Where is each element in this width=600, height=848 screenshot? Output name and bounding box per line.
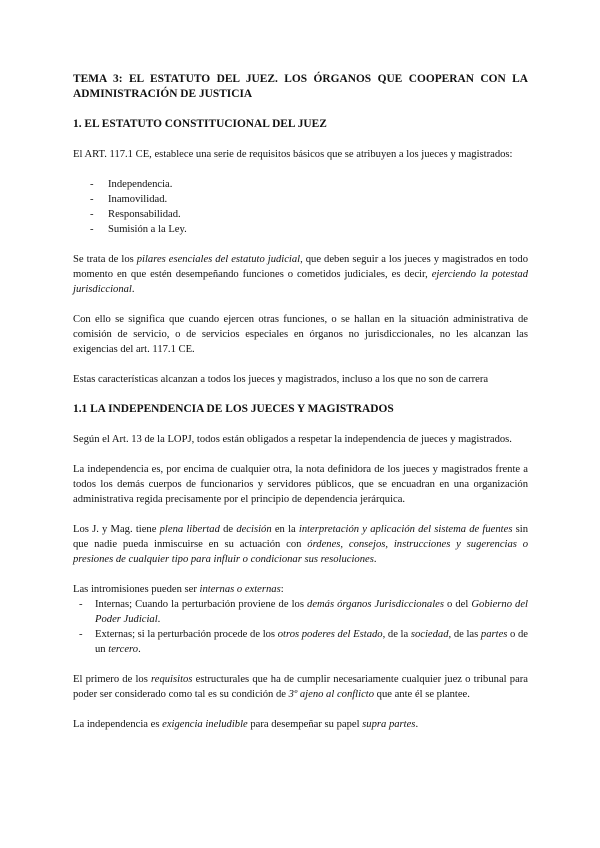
italic-text-run: Gobierno del Poder Judicial (95, 599, 528, 625)
paragraph-art-117: El ART. 117.1 CE, establece una serie de requisitos básicos que se atribuyen a los jueces y magistrados: (73, 149, 513, 160)
italic-text-run: supra partes (362, 719, 416, 730)
paragraph-otras-funciones: Con ello se significa que cuando ejercen otras funciones, o se hallan en la situación administrativa de comisión de servicio, o de servicios especiales en órganos no jurisdiccionales, no les alcanzan las exigencias del art. 117.1 CE. (73, 314, 528, 355)
text-run: El primero de los (73, 674, 152, 685)
text-run: . (131, 284, 135, 295)
text-run: . (138, 644, 141, 655)
text-run: de (219, 524, 237, 535)
text-run: que ante él se plantee. (374, 689, 470, 700)
text-run: estructurales que ha de cumplir necesariamente cualquier juez o tribunal para poder ser considerado como tal es su condición de (73, 674, 528, 700)
text-run: : (280, 584, 284, 595)
paragraph-lopj: Según el Art. 13 de la LOPJ, todos están obligados a respetar la independencia de jueces y magistrados. (73, 434, 512, 445)
paragraph-supra-partes (73, 717, 528, 732)
text-run: Las intromisiones pueden ser (73, 584, 200, 595)
text-run: sin que nadie pueda inmiscuirse en su actuación con (73, 524, 529, 550)
document-title: TEMA 3: EL ESTATUTO DEL JUEZ. LOS ÓRGANOS QUE COOPERAN CON LA ADMINISTRACIÓN DE JUSTICIA (73, 73, 528, 100)
italic-text-run: 3º ajeno al conflicto (288, 689, 375, 700)
text-run: o de un (95, 629, 528, 655)
paragraph-requisitos-estructurales (73, 672, 528, 702)
italic-text-run: interpretación y aplicación del sistema de fuentes (298, 524, 513, 535)
text-run: Los J. y Mag. tiene (73, 524, 160, 535)
text-run: en la (271, 524, 299, 535)
text-run: Se trata de los (73, 254, 137, 265)
italic-text-run: otros poderes del Estado (277, 629, 383, 640)
italic-text-run: decisión (236, 524, 272, 535)
text-run: La independencia es (73, 719, 163, 730)
text-run: para desempeñar su papel (247, 719, 363, 730)
document-page (73, 72, 528, 732)
text-run: . (415, 719, 419, 730)
paragraph-plena-libertad (73, 522, 528, 567)
italic-text-run: sociedad (410, 629, 449, 640)
list-item: - Independencia. (73, 177, 528, 192)
list-item-internas (73, 597, 528, 627)
intromisiones-list (73, 597, 528, 657)
section-heading-estatuto: 1. EL ESTATUTO CONSTITUCIONAL DEL JUEZ (73, 118, 327, 130)
list-item: - Sumisión a la Ley. (73, 222, 528, 237)
text-run: . (157, 614, 161, 625)
italic-text-run: órdenes, consejos, instrucciones y sugerencias o presiones de cualquier tipo para influir o condicionar sus resoluciones (73, 539, 529, 565)
italic-text-run: internas o externas (199, 584, 281, 595)
italic-text-run: partes (480, 629, 508, 640)
paragraph-pilares (73, 252, 528, 297)
text-run: , de la (382, 629, 411, 640)
list-item: - Inamovilidad. (73, 192, 528, 207)
text-run: o del (443, 599, 472, 610)
paragraph-nota-definidora: La independencia es, por encima de cualquier otra, la nota definidora de los jueces y magistrados frente a todos los demás cuerpos de funcionarios y servidores públicos, que se encuadran en una organización administrativa regida precisamente por el principio de dependencia jerárquica. (73, 464, 528, 505)
paragraph-intromisiones (73, 582, 528, 597)
italic-text-run: ejerciendo la potestad jurisdiccional (73, 269, 528, 295)
text-run: . (373, 554, 377, 565)
italic-text-run: tercero (108, 644, 139, 655)
list-item: - Responsabilidad. (73, 207, 528, 222)
italic-text-run: demás órganos Jurisdiccionales (307, 599, 444, 610)
italic-text-run: plena libertad (159, 524, 220, 535)
italic-text-run: requisitos (151, 674, 193, 685)
text-run: Externas; si la perturbación procede de los (95, 629, 278, 640)
list-item-externas (73, 627, 528, 657)
italic-text-run: pilares esenciales del estatuto judicial (136, 254, 301, 265)
requisitos-list (73, 177, 528, 237)
paragraph-caracteristicas: Estas características alcanzan a todos los jueces y magistrados, incluso a los que no son de carrera (73, 374, 489, 385)
text-run: , de las (448, 629, 481, 640)
text-run: , que deben seguir a los jueces y magistrados en todo momento en que estén desempeñando funciones o cometidos judiciales, es decir, (73, 254, 528, 280)
text-run: Internas; Cuando la perturbación proviene de los (95, 599, 308, 610)
italic-text-run: exigencia ineludible (162, 719, 248, 730)
section-heading-independencia: 1.1 LA INDEPENDENCIA DE LOS JUECES Y MAGISTRADOS (73, 403, 394, 415)
